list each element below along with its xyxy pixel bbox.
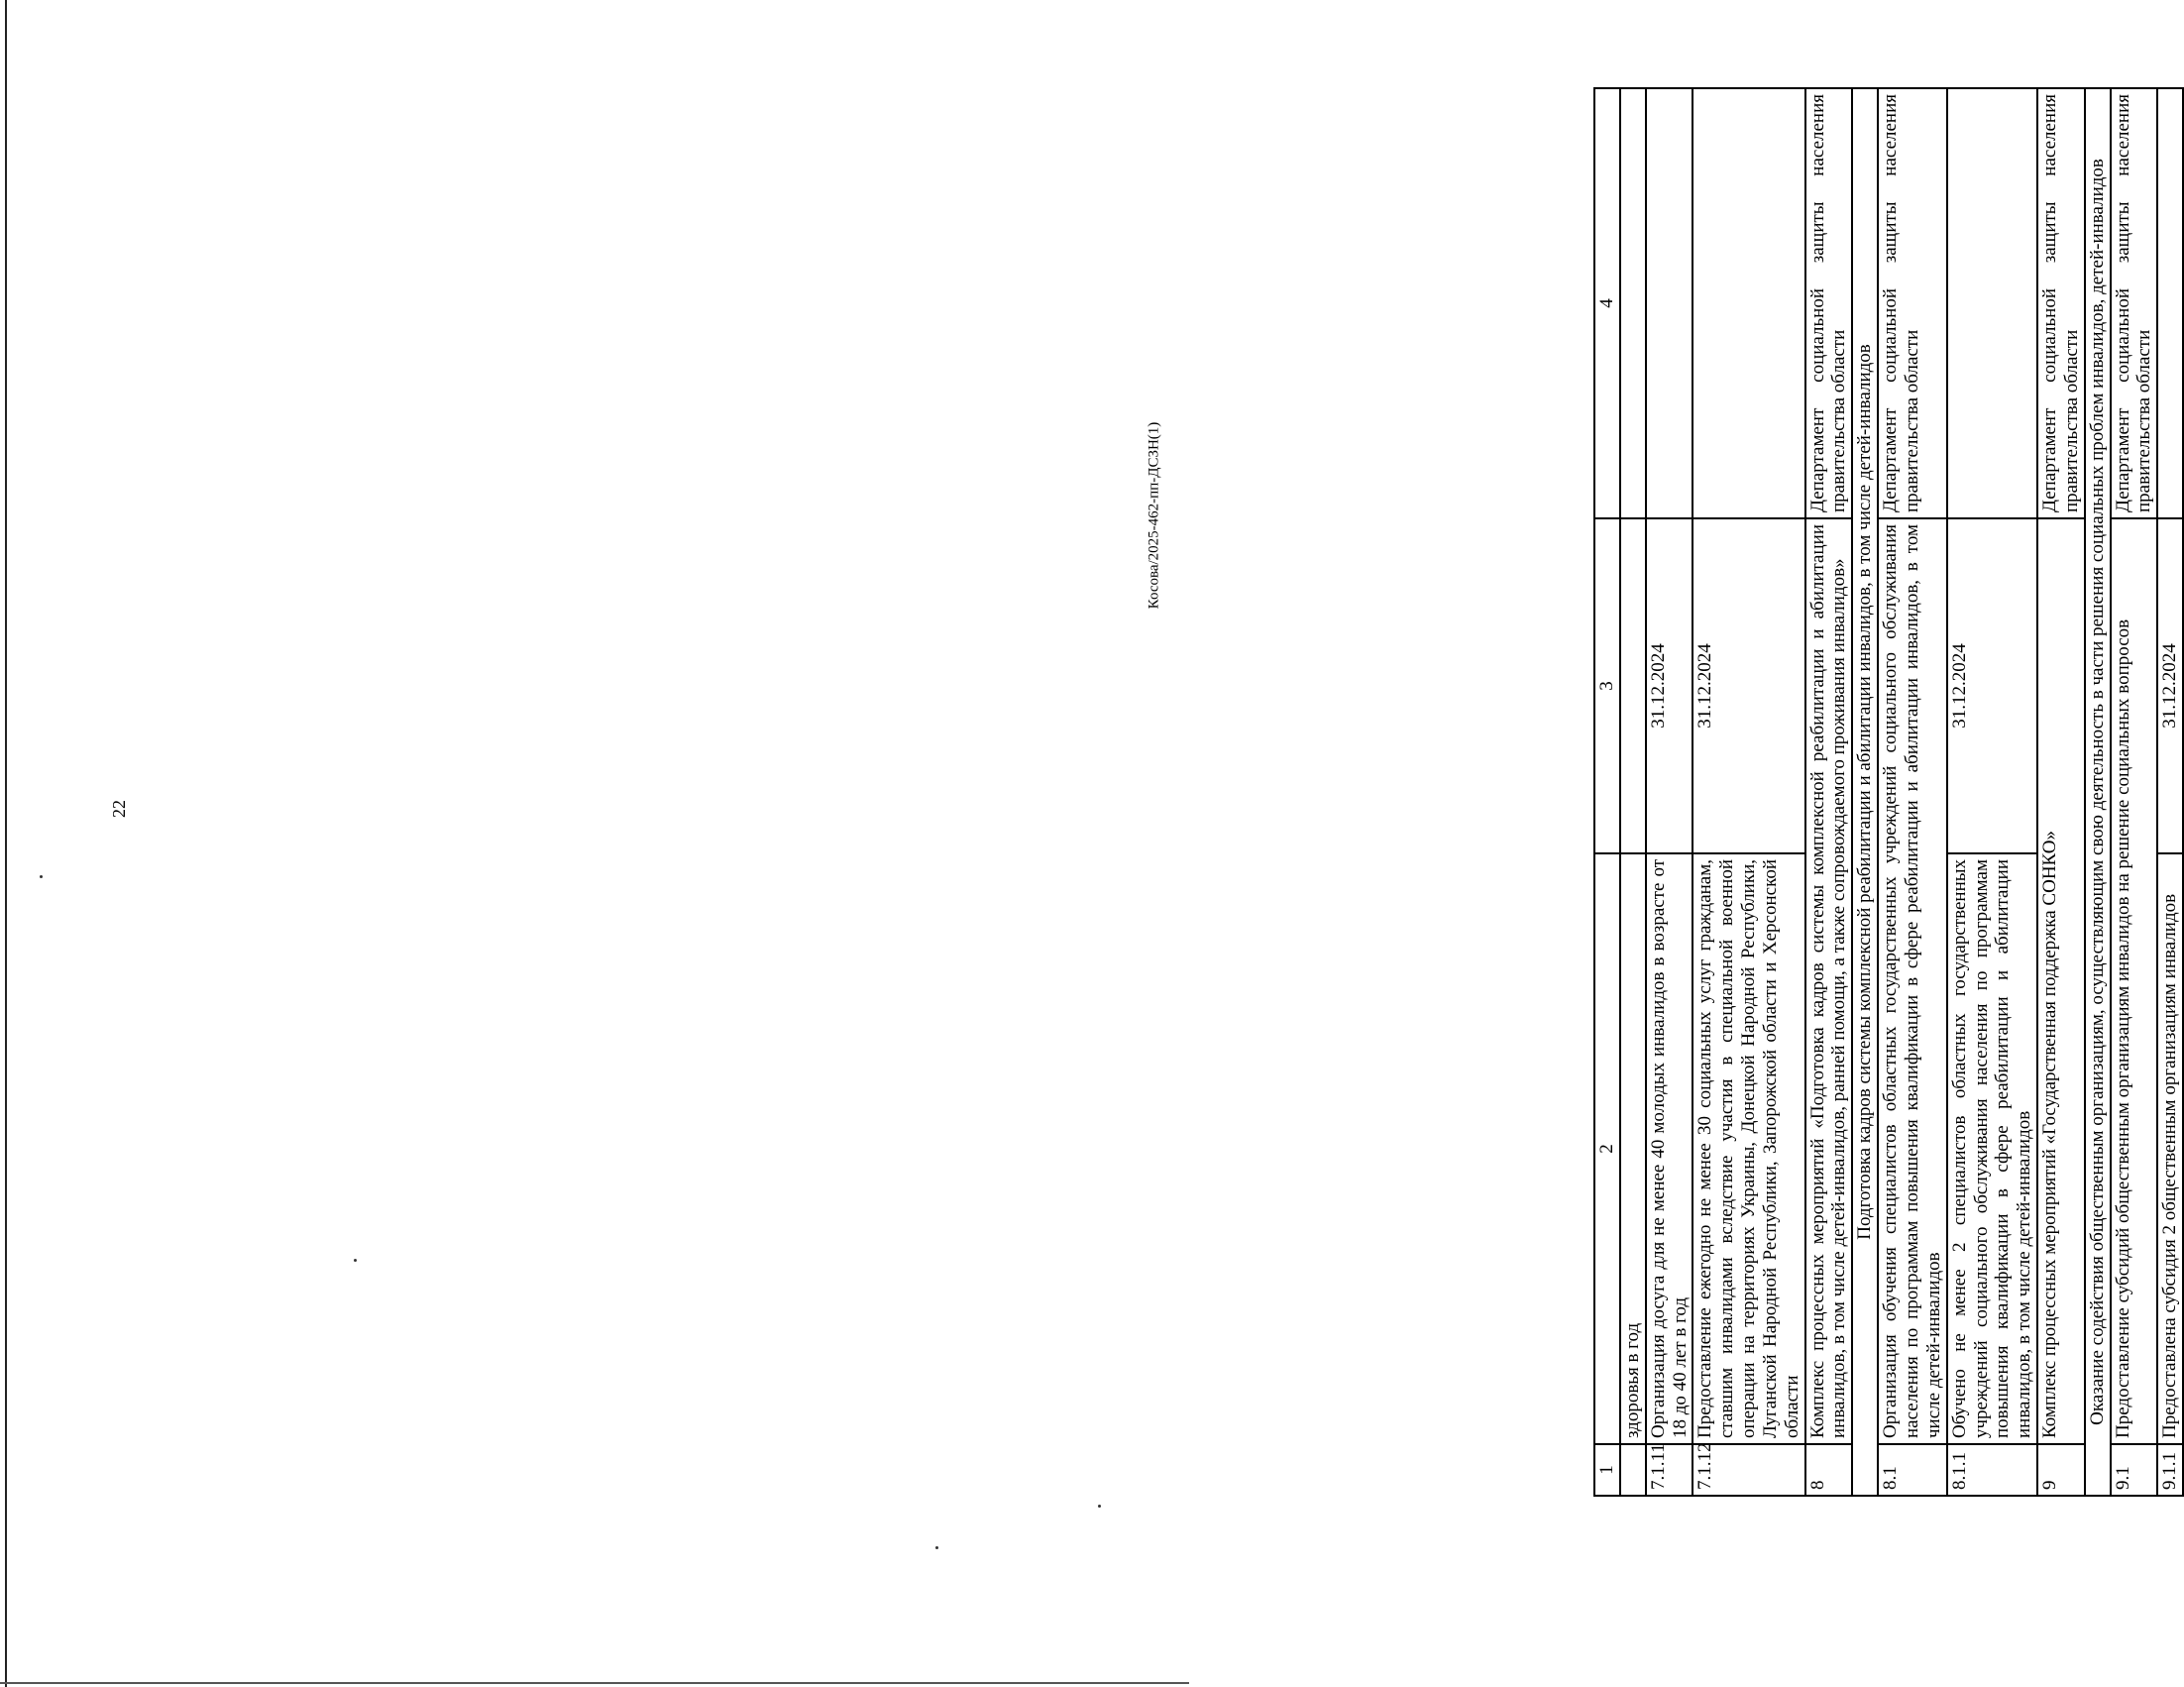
row-date: 31.12.2024: [2157, 518, 2183, 853]
row-date: 31.12.2024: [1947, 518, 2037, 853]
row-responsible: Департамент социальной защиты населения правительства области: [2037, 88, 2085, 518]
row-id: 8.1: [1878, 1444, 1947, 1496]
header-cell-2: 2: [1594, 853, 1620, 1444]
document-code-text: Косова/2025-462-пп-ДСЗН(1): [1146, 421, 1162, 610]
scan-speck: [935, 1546, 938, 1549]
row-id: 7.1.12: [1693, 1444, 1804, 1496]
table-row: [1805, 88, 1853, 1496]
table-row: [2157, 88, 2183, 1496]
row-date: 31.12.2024: [1693, 518, 1804, 853]
row-responsible: Департамент социальной защиты населения правительства области: [1878, 88, 1947, 518]
row-text: Предоставление субсидий общественным организациям инвалидов на решение социальных вопросов: [2111, 518, 2158, 1444]
row-date: 31.12.2024: [1646, 518, 1693, 853]
row-responsible: [1693, 88, 1804, 518]
row-text: Организация досуга для не менее 40 молодых инвалидов в возрасте от 18 до 40 лет в год: [1646, 853, 1693, 1444]
row-id: 8.1.1: [1947, 1444, 2037, 1496]
row-id: 7.1.11: [1646, 1444, 1693, 1496]
scan-border-left: [5, 0, 7, 1687]
row-responsible: Департамент социальной защиты населения правительства области: [1805, 88, 1853, 518]
row-date: [1620, 518, 1646, 853]
header-cell-1: 1: [1594, 1444, 1620, 1496]
section-row: [2085, 88, 2111, 1496]
section-title: Оказание содействия общественным организациям, осуществляющим свою деятельность в части решения социальных проблем инвалидов, детей-инвалидов: [2085, 88, 2111, 1496]
document-code: [1145, 268, 1164, 763]
row-text: Организация обучения специалистов областных государственных учреждений социального обслуживания населения по программам повышения квалификации в сфере реабилитации и абилитации инвалидов, в том числе детей-инвалидов: [1878, 518, 1947, 1444]
row-text: здоровья в год: [1620, 853, 1646, 1444]
table-row: [1947, 88, 2037, 1496]
row-id: 9.1.1: [2157, 1444, 2183, 1496]
table-row: [1693, 88, 1804, 1496]
header-cell-3: 3: [1594, 518, 1620, 853]
row-responsible: [1646, 88, 1693, 518]
table-row: [1878, 88, 1947, 1496]
rotated-table: [1593, 89, 2184, 1497]
row-text: Предоставлена субсидия 2 общественным организациям инвалидов: [2157, 853, 2183, 1444]
table-row: [2111, 88, 2158, 1496]
row-responsible: Департамент социальной защиты населения правительства области: [2111, 88, 2158, 518]
row-id: 8: [1805, 1444, 1853, 1496]
row-text: Комплекс процессных мероприятий «Подготовка кадров системы комплексной реабилитации и абилитации инвалидов, в том числе детей-инвалидов, ранней помощи, а также сопровождаемого проживания инвалидов»: [1805, 518, 1853, 1444]
scan-border-bottom: [0, 1682, 1189, 1684]
row-id: 9.1: [2111, 1444, 2158, 1496]
row-responsible: [1947, 88, 2037, 518]
table-row: [1620, 88, 1646, 1496]
row-id: 9: [2037, 1444, 2085, 1496]
section-row: [1852, 88, 1878, 1496]
row-id: [1620, 1444, 1646, 1496]
row-text: Обучено не менее 2 специалистов областных государственных учреждений социального обслуживания населения по программам повышения квалификации в сфере реабилитации и абилитации инвалидов, в том числе детей-инвалидов: [1947, 853, 2037, 1444]
row-responsible: [1620, 88, 1646, 518]
activities-table: [1593, 87, 2184, 1497]
scan-speck: [1098, 1505, 1101, 1508]
row-text: Предоставление ежегодно не менее 30 социальных услуг гражданам, ставшим инвалидами вследствие участия в специальной военной операции на территориях Украины, Донецкой Народной Республики, Луганской Народной Республики, Запорожской области и Херсонской области: [1693, 853, 1804, 1444]
scan-speck: [40, 875, 43, 878]
table-row: [2037, 88, 2085, 1496]
scan-speck: [354, 1259, 357, 1262]
header-cell-4: 4: [1594, 88, 1620, 518]
row-responsible: [2157, 88, 2183, 518]
table-header-row: [1594, 88, 1620, 1496]
page-number: 22: [109, 800, 129, 818]
section-title: Подготовка кадров системы комплексной реабилитации и абилитации инвалидов, в том числе детей-инвалидов: [1852, 88, 1878, 1496]
row-text: Комплекс процессных мероприятий «Государственная поддержка СОНКО»: [2037, 518, 2085, 1444]
table-row: [1646, 88, 1693, 1496]
